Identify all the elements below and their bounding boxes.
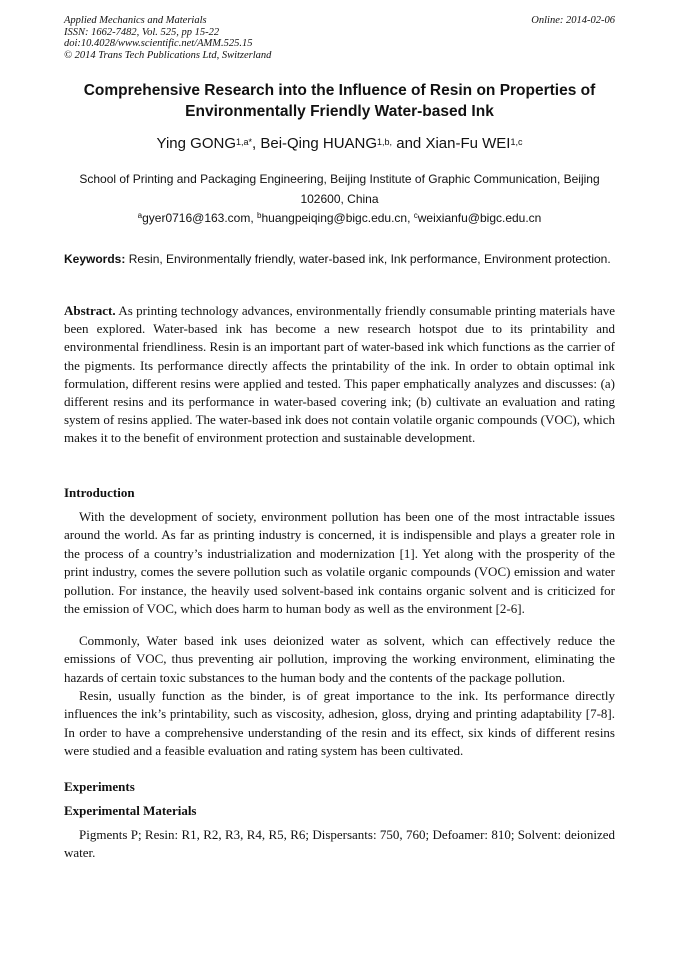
author-name: Xian-Fu WEI <box>425 135 511 152</box>
keywords-label: Keywords: <box>64 252 126 266</box>
author-emails <box>64 210 615 226</box>
title-line-1: Comprehensive Research into the Influence of Resin on Properties of <box>83 82 596 99</box>
email-sup: b <box>257 211 262 220</box>
email-sup: c <box>413 211 418 220</box>
keywords <box>64 250 615 268</box>
section-heading-introduction: Introduction <box>64 485 135 500</box>
introduction-paragraph-2: Commonly, Water based ink uses deionized water as solvent, which can effectively reduce the emissions of VOC, thus preventing air pollution, improving the working environment, eliminating the hazards of certain toxic substances to the human body and the contents of the package pollution. <box>64 633 615 685</box>
affiliation-line-1: School of Printing and Packaging Engineering, Beijing Institute of Graphic Communication, Beijing <box>79 172 600 186</box>
online-date: Online: 2014-02-06 <box>531 15 615 26</box>
author-list <box>64 135 615 153</box>
abstract <box>64 302 615 448</box>
keywords-text: Resin, Environmentally friendly, water-based ink, Ink performance, Environment protection. <box>125 252 611 266</box>
affiliation-line-2: 102600, China <box>300 192 379 206</box>
author-name: Bei-Qing HUANG <box>260 135 378 152</box>
email-link[interactable]: huangpeiqing@bigc.edu.cn, <box>261 211 414 225</box>
journal-name: Applied Mechanics and Materials <box>64 15 207 26</box>
author-affil-sup: 1,a* <box>235 137 252 147</box>
affiliation <box>64 169 615 209</box>
author-affil-sup: 1,b, <box>377 137 393 147</box>
email-link[interactable]: weixianfu@bigc.edu.cn <box>417 211 542 225</box>
author-separator: and <box>392 135 426 152</box>
introduction-paragraph-3: Resin, usually function as the binder, is of great importance to the ink. Its performance directly influences the ink’s printability, such as viscosity, adhesion, gloss, drying and printing adaptability [7-8]. In order to have a comprehensive understanding of the resin and its effect, six kinds of different resins were studied and a feasible evaluation and rating system has been cultivated. <box>64 688 615 759</box>
subsection-heading-materials: Experimental Materials <box>64 803 197 818</box>
paper-title <box>64 80 615 122</box>
running-header <box>64 15 615 61</box>
abstract-text: As printing technology advances, environmentally friendly consumable printing materials have been explored. Water-based ink has become a new research hotspot due to its printability and environmental friendliness. Resin is an important part of water-based ink which functions as the carrier of the pigments. Its performance directly affects the printability of the ink. In order to obtain optimal ink formulation, different resins were applied and tested. This paper emphatically analyzes and discusses: (a) different resins and its performance in water-based covering ink; (b) cultivate an evaluation and rating system of resins applied. The water-based ink does not contain volatile organic compounds (VOC), which makes it to the benefit of environment protection and sustainable development. <box>64 303 615 446</box>
section-heading-experiments: Experiments <box>64 779 135 794</box>
author-name: Ying GONG <box>156 135 236 152</box>
author-separator: , <box>252 135 261 152</box>
introduction-paragraph-1: With the development of society, environment pollution has been one of the most intractable issues around the world. As far as printing industry is concerned, it is indispensible and plays a greater role in the process of a country’s industrialization and modernization [1]. Yet along with the prosperity of the print industry, comes the severe pollution such as volatile organic compounds (VOC) emission and water pollution. For instance, the heavily used solvent-based ink contains organic solvent and is criticized for the emission of VOC, which does harm to human body as well as the environment [2-6]. <box>64 509 615 617</box>
email-sup: a <box>137 211 143 220</box>
email-link[interactable]: gyer0716@163.com, <box>142 211 258 225</box>
copyright-line: © 2014 Trans Tech Publications Ltd, Switzerland <box>64 49 272 61</box>
title-line-2: Environmentally Friendly Water-based Ink <box>185 103 494 120</box>
author-affil-sup: 1,c <box>510 137 523 147</box>
doi-line: doi:10.4028/www.scientific.net/AMM.525.15 <box>64 38 253 49</box>
abstract-label: Abstract. <box>64 303 116 318</box>
issn-line: ISSN: 1662-7482, Vol. 525, pp 15-22 <box>64 26 220 38</box>
experiments-paragraph-1: Pigments P; Resin: R1, R2, R3, R4, R5, R6; Dispersants: 750, 760; Defoamer: 810; Solvent: deionized water. <box>64 827 615 861</box>
